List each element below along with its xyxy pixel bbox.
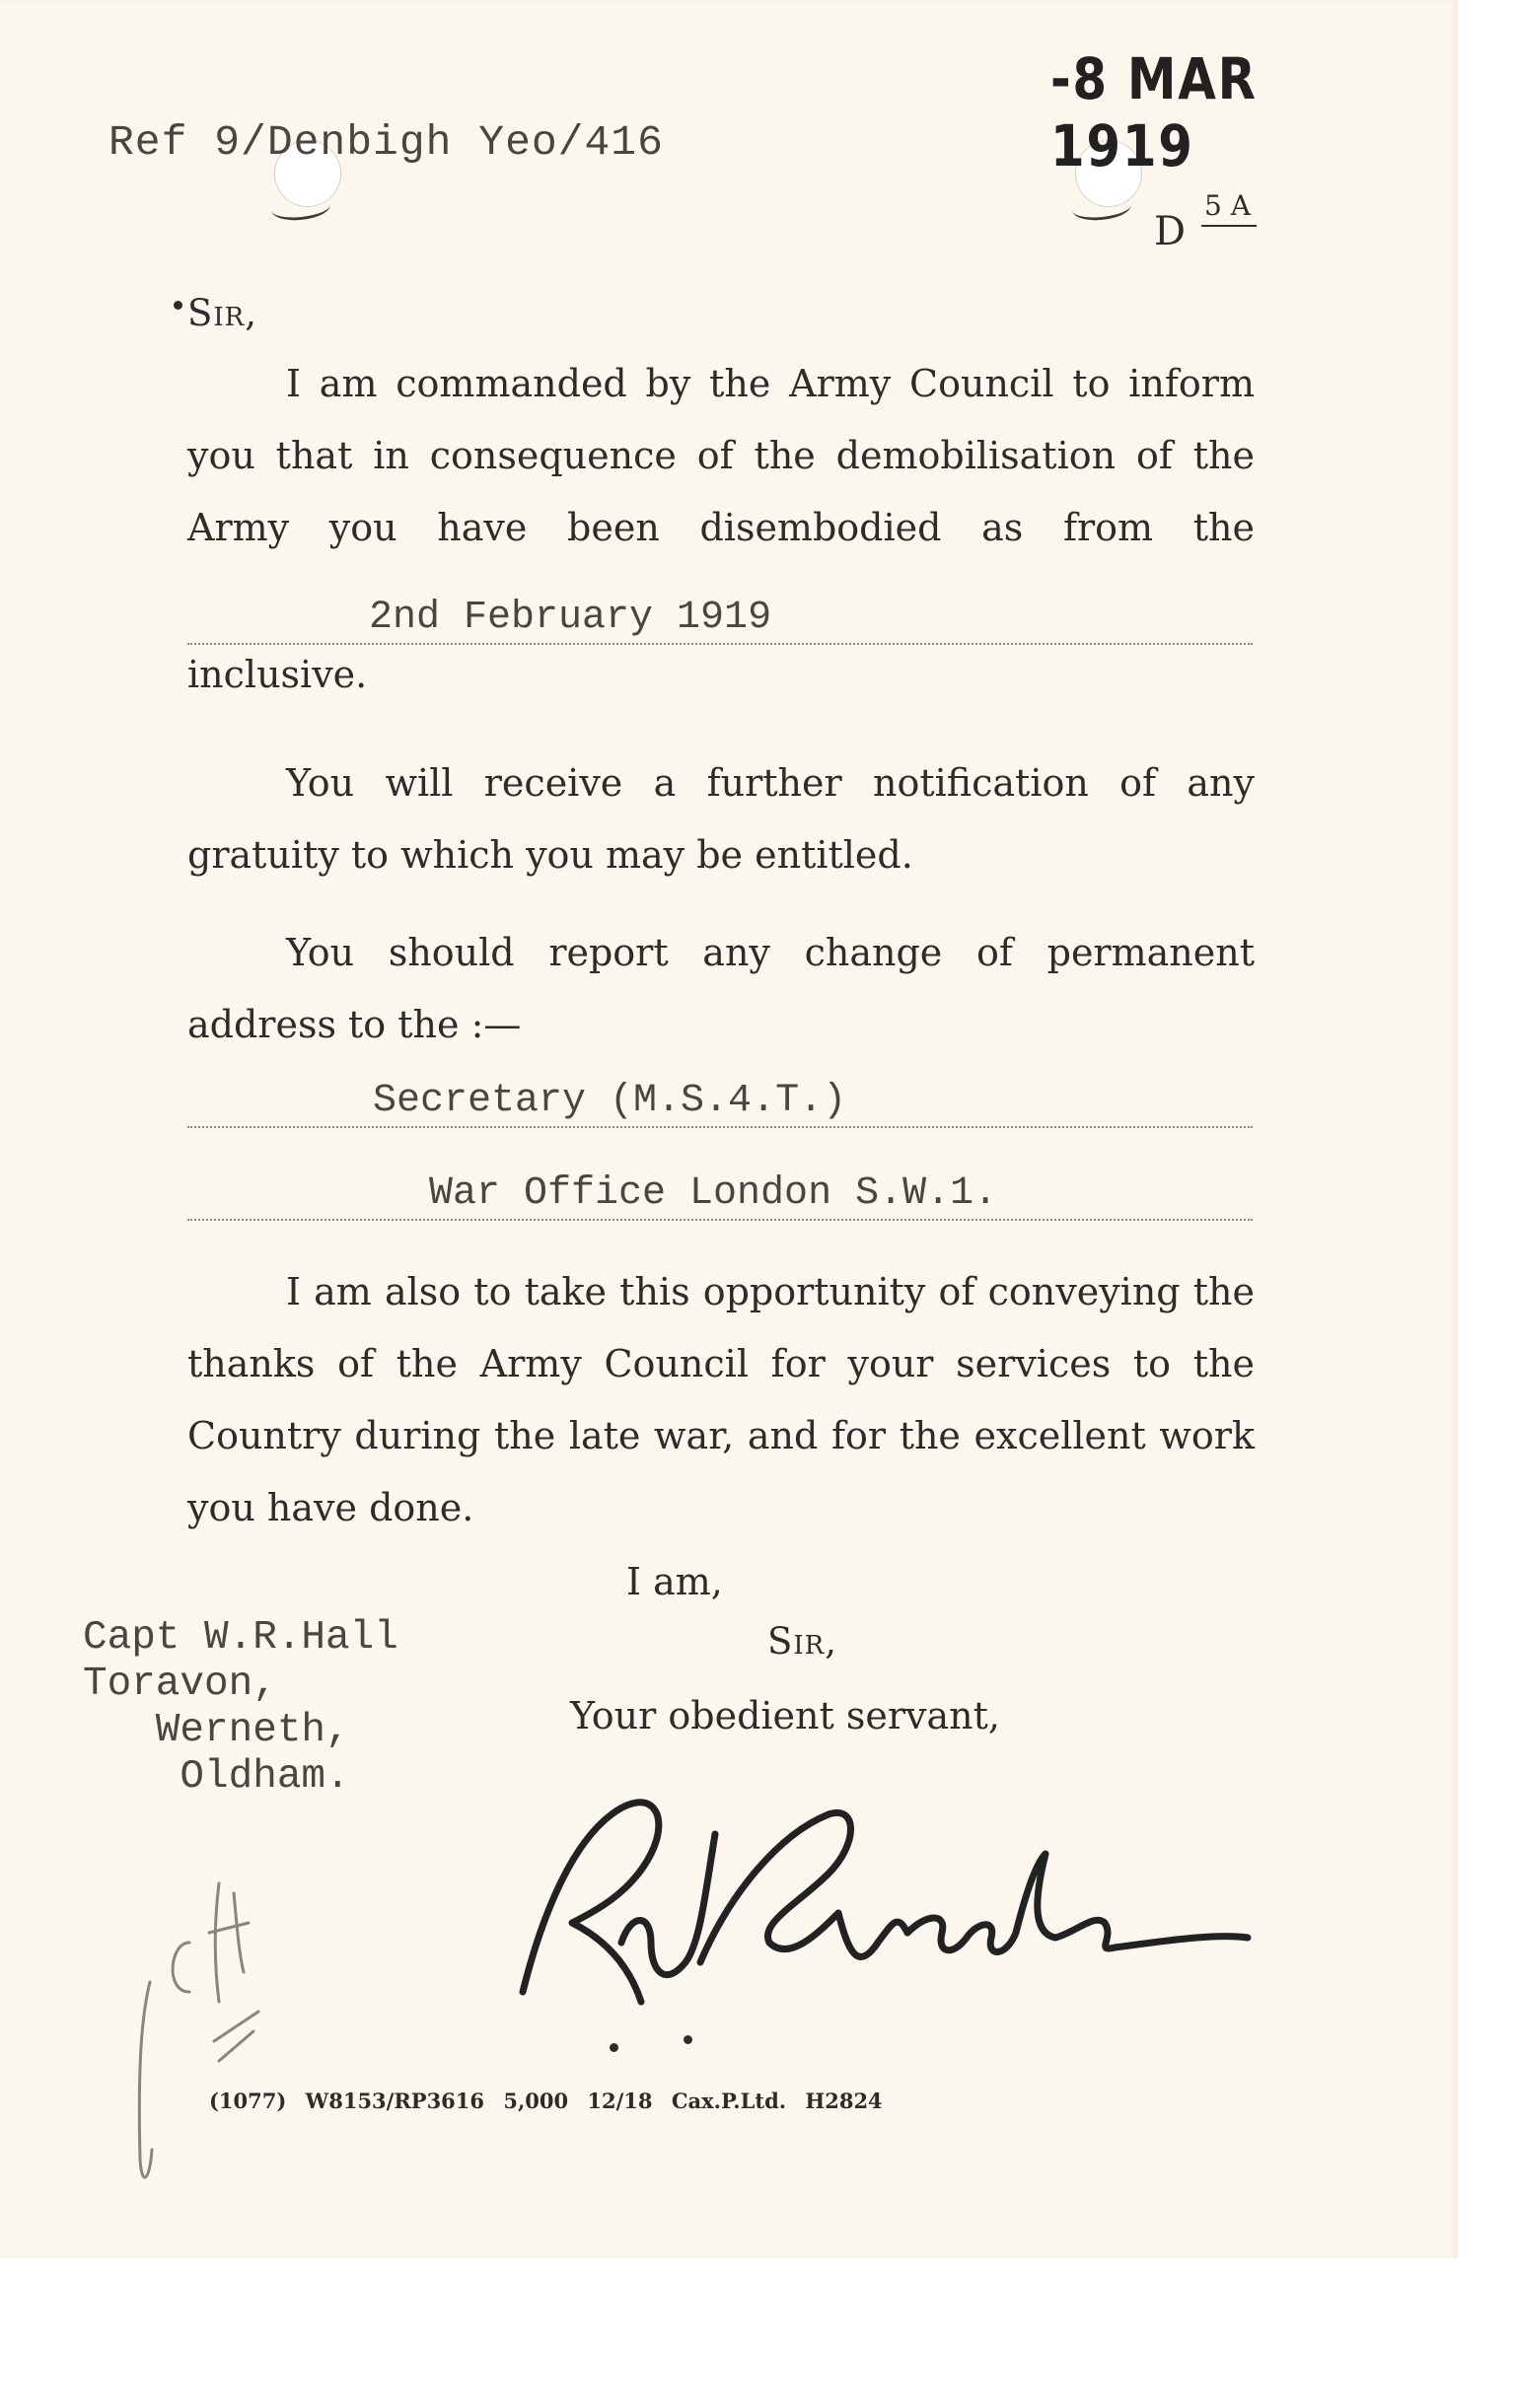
recipient-address	[83, 1615, 398, 1801]
printer-code: (1077) W8153/RP3616 5,000 12/18 Cax.P.Ltd. H2824	[209, 2089, 883, 2113]
disembodied-date: 2nd February 1919	[369, 596, 772, 640]
handwritten-signature	[503, 1775, 1253, 2051]
received-date-stamp: -8 MAR 1919	[1050, 45, 1258, 179]
file-mark-underline	[1201, 225, 1257, 227]
date-fill-line	[187, 596, 1253, 645]
file-mark-letter: D	[1154, 209, 1187, 254]
salutation: Sir,	[187, 292, 257, 334]
ink-dot	[610, 2043, 618, 2052]
paragraph-demobilisation: I am commanded by the Army Council to inform you that in consequence of the demobilisation of the Army you have been disembodied as from the	[187, 362, 1255, 549]
ink-dot	[684, 2035, 692, 2044]
address-fill-line-2	[187, 1171, 1253, 1221]
closing-i-am: I am,	[626, 1560, 723, 1603]
recipient-name: Capt W.R.Hall	[83, 1615, 398, 1661]
closing-sir: Sir,	[767, 1620, 837, 1663]
address-war-office: War Office London S.W.1.	[429, 1171, 998, 1216]
file-mark-fraction: 5 A	[1204, 189, 1251, 222]
paragraph-thanks: I am also to take this opportunity of conveying the thanks of the Army Council for your services to the Country during the late war, and for the excellent work you have done.	[187, 1270, 1255, 1529]
address-secretary: Secretary (M.S.4.T.)	[373, 1079, 847, 1123]
inclusive-text: inclusive.	[187, 653, 368, 696]
paragraph-gratuity: You will receive a further notification of any gratuity to which you may be entitled.	[187, 761, 1255, 877]
pencil-initials	[120, 1864, 278, 2199]
address-fill-line-1	[187, 1079, 1253, 1128]
recipient-house: Toravon,	[83, 1662, 277, 1707]
paragraph-address-change: You should report any change of permanent address to the :—	[187, 931, 1255, 1046]
reference-number: Ref 9/Denbigh Yeo/416	[108, 118, 664, 167]
closing-servant: Your obedient servant,	[570, 1694, 1000, 1737]
recipient-district: Werneth,	[83, 1708, 350, 1753]
ink-dot	[174, 301, 182, 310]
recipient-town: Oldham.	[83, 1754, 350, 1800]
